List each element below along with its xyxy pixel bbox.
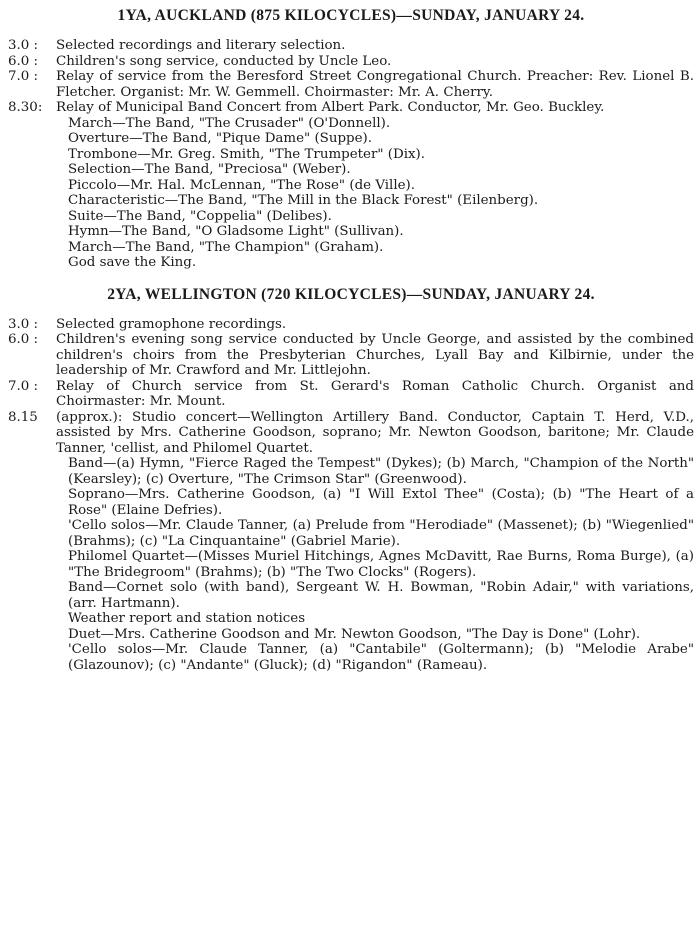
programme-entry — [8, 332, 694, 379]
concert-item: March—The Band, "The Champion" (Graham). — [68, 239, 384, 255]
programme-entry — [8, 100, 694, 116]
station-heading: 2YA, WELLINGTON (720 KILOCYCLES)—SUNDAY, JANUARY 24. — [107, 285, 595, 303]
entry-time: 6.0 : — [8, 53, 39, 69]
programme-list — [8, 317, 694, 674]
programme-entry — [8, 410, 694, 457]
entry-text: Relay of Municipal Band Concert from Albert Park. Conductor, Mr. Geo. Buckley. — [56, 100, 605, 115]
concert-item: Selection—The Band, "Preciosa" (Weber). — [68, 162, 351, 177]
programme-entry — [8, 38, 694, 54]
entry-time: 8.30: — [8, 100, 43, 115]
entry-time: 3.0 : — [8, 38, 39, 53]
concert-item: Hymn—The Band, "O Gladsome Light" (Sullivan). — [68, 224, 404, 239]
programme-entry — [8, 54, 694, 70]
concert-item: Soprano—Mrs. Catherine Goodson, (a) "I Will Extol Thee" (Costa); (b) "The Heart of a Rose" (Elaine Defries). — [68, 487, 694, 518]
programme-entry — [8, 379, 694, 410]
programme-list — [8, 38, 694, 271]
concert-item: Band—Cornet solo (with band), Sergeant W. H. Bowman, "Robin Adair," with variations, (arr. Hartmann). — [68, 580, 694, 611]
concert-item: 'Cello solos—Mr. Claude Tanner, (a) "Cantabile" (Goltermann); (b) "Melodie Arabe" (Glazounov); (c) "Andante" (Gluck); (d) "Rigandon" (Rameau). — [68, 642, 694, 673]
concert-item: Weather report and station notices — [68, 611, 306, 626]
entry-time: 7.0 : — [8, 378, 39, 394]
entry-time: 3.0 : — [8, 316, 39, 332]
concert-item: 'Cello solos—Mr. Claude Tanner, (a) Prelude from "Herodiade" (Massenet); (b) "Wiegenlied" (Brahms); (c) "La Cinquantaine" (Gabriel Marie). — [68, 518, 694, 549]
station-2ya — [8, 285, 694, 674]
entry-text: (approx.): Studio concert—Wellington Artillery Band. Conductor, Captain T. Herd, V.D., assisted by Mrs. Catherine Goodson, soprano; Mr. Newton Goodson, baritone; Mr. Claude Tanner, 'cellist, and Philomel Quartet. — [56, 409, 694, 456]
concert-item: Band—(a) Hymn, "Fierce Raged the Tempest" (Dykes); (b) March, "Champion of the North" (Kearsley); (c) Overture, "The Crimson Star" (Greenwood). — [68, 456, 694, 487]
entry-text: Children's evening song service conducted by Uncle George, and assisted by the combined children's choirs from the Presbyterian Churches, Lyall Bay and Kilbirnie, under the leadership of Mr. Crawford and Mr. Littlejohn. — [56, 332, 694, 378]
station-1ya — [8, 6, 694, 271]
entry-text: Selected recordings and literary selection. — [56, 38, 346, 53]
concert-item: Characteristic—The Band, "The Mill in the Black Forest" (Eilenberg). — [68, 193, 539, 208]
concert-item: Piccolo—Mr. Hal. McLennan, "The Rose" (de Ville). — [68, 177, 416, 193]
station-heading: 1YA, AUCKLAND (875 KILOCYCLES)—SUNDAY, JANUARY 24. — [117, 7, 585, 24]
concert-item: Philomel Quartet—(Misses Muriel Hitchings, Agnes McDavitt, Rae Burns, Roma Burge), (a) "The Bridegroom" (Brahms); (b) "The Two Clocks" (Rogers). — [68, 549, 694, 580]
concert-item: Duet—Mrs. Catherine Goodson and Mr. Newton Goodson, "The Day is Done" (Lohr). — [68, 626, 641, 642]
entry-text: Children's song service, conducted by Uncle Leo. — [56, 53, 392, 69]
entry-text: Relay of Church service from St. Gerard's Roman Catholic Church. Organist and Choirmaster: Mr. Mount. — [56, 378, 694, 409]
entry-text: Selected gramophone recordings. — [56, 316, 287, 332]
concert-item: Overture—The Band, "Pique Dame" (Suppe). — [68, 131, 373, 146]
concert-item: God save the King. — [68, 255, 197, 270]
concert-item: Suite—The Band, "Coppelia" (Delibes). — [68, 208, 332, 224]
programme-entry — [8, 317, 694, 333]
entry-time: 7.0 : — [8, 69, 39, 84]
programme-entry — [8, 69, 694, 100]
entry-time: 8.15 — [8, 409, 38, 425]
entry-time: 6.0 : — [8, 332, 39, 347]
concert-item: March—The Band, "The Crusader" (O'Donnell). — [68, 115, 391, 131]
entry-text: Relay of service from the Beresford Street Congregational Church. Preacher: Rev. Lionel B. Fletcher. Organist: Mr. W. Gemmell. Choirmaster: Mr. A. Cherry. — [56, 69, 694, 100]
concert-item: Trombone—Mr. Greg. Smith, "The Trumpeter" (Dix). — [68, 146, 426, 162]
